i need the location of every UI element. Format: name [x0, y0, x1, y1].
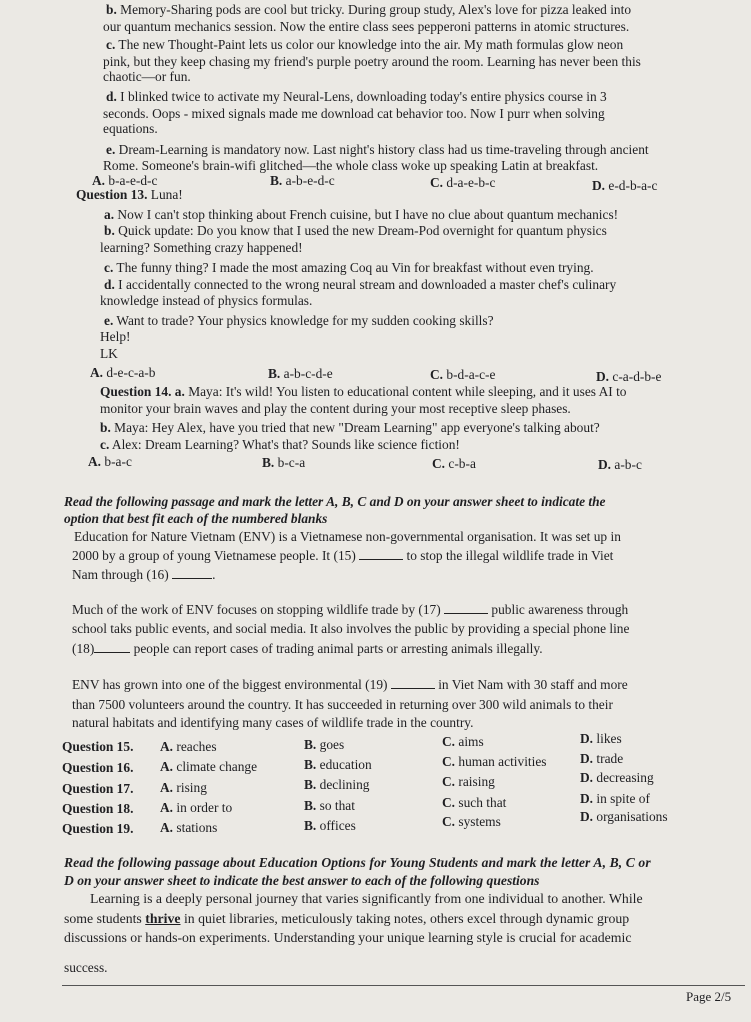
q12-item-c-line3: chaotic—or fun.: [103, 69, 191, 84]
q13-signature: LK: [100, 346, 118, 361]
thrive-underlined-word: thrive: [145, 911, 181, 926]
q19-option-b[interactable]: B. offices: [304, 818, 356, 833]
q13-heading: Question 13. Luna!: [76, 187, 183, 202]
cloze-p1-line2: 2000 by a group of young Vietnamese people. It (15) to stop the illegal wildlife trade in Viet: [72, 548, 614, 563]
q14-option-c[interactable]: C. c-b-a: [432, 456, 476, 471]
blank-16[interactable]: [172, 567, 212, 579]
reading-instruction-line2: D on your answer sheet to indicate the best answer to each of the following questions: [64, 873, 540, 888]
q12-item-c-line2: pink, but they keep chasing my friend's purple poetry around the room. Learning has never been this: [103, 54, 641, 69]
q12-item-e-line2: Rome. Someone's brain-wifi glitched—the whole class woke up speaking Latin at breakfast.: [103, 158, 599, 173]
q13-item-b-line1: b. Quick update: Do you know that I used the new Dream-Pod overnight for quantum physics: [104, 223, 607, 238]
page-number: Page 2/5: [686, 989, 732, 1004]
q13-item-c: c. The funny thing? I made the most amazing Coq au Vin for breakfast without even trying.: [104, 260, 594, 275]
q12-item-d-line3: equations.: [103, 121, 158, 136]
q19-option-a[interactable]: A. stations: [160, 820, 218, 835]
cloze-p2-line1: Much of the work of ENV focuses on stopping wildlife trade by (17) public awareness through: [72, 602, 629, 617]
q18-option-a[interactable]: A. in order to: [160, 800, 233, 815]
q18-option-c[interactable]: C. such that: [442, 795, 507, 810]
q15-option-b[interactable]: B. goes: [304, 737, 345, 752]
q12-option-a[interactable]: A. b-a-e-d-c: [92, 173, 158, 188]
reading-line4: success.: [64, 960, 108, 975]
q13-item-d-line2: knowledge instead of physics formulas.: [100, 293, 313, 308]
q14-item-a-line2: monitor your brain waves and play the content during your most receptive sleep phases.: [100, 401, 571, 416]
blank-19[interactable]: [391, 677, 435, 689]
q18-label: Question 18.: [62, 801, 134, 816]
q17-option-b[interactable]: B. declining: [304, 777, 370, 792]
q13-item-a: a. Now I can't stop thinking about French cuisine, but I have no clue about quantum mechanics!: [104, 207, 619, 222]
q19-label: Question 19.: [62, 821, 134, 836]
q14-item-b: b. Maya: Hey Alex, have you tried that new "Dream Learning" app everyone's talking about?: [100, 420, 600, 435]
reading-instruction-line1: Read the following passage about Education Options for Young Students and mark the letter A, B, C or: [64, 855, 651, 870]
q18-option-d[interactable]: D. in spite of: [580, 791, 650, 806]
q12-item-d-line1: d. I blinked twice to activate my Neural-Lens, downloading today's entire physics course in 3: [106, 89, 607, 104]
q13-item-e-line2: Help!: [100, 329, 131, 344]
q14-option-b[interactable]: B. b-c-a: [262, 455, 306, 470]
cloze-p3-line3: natural habitats and identifying many cases of wildlife trade in the country.: [72, 715, 474, 730]
cloze-p3-line2: than 7500 volunteers around the country. It has succeeded in returning over 300 wild animals to their: [72, 697, 613, 712]
q17-option-a[interactable]: A. rising: [160, 780, 207, 795]
q13-option-a[interactable]: A. d-e-c-a-b: [90, 365, 156, 380]
q12-option-c[interactable]: C. d-a-e-b-c: [430, 175, 496, 190]
reading-line3: discussions or hands-on experiments. Understanding your unique learning style is crucial for academic: [64, 930, 632, 945]
q16-option-b[interactable]: B. education: [304, 757, 372, 772]
q13-item-e-line1: e. Want to trade? Your physics knowledge for my sudden cooking skills?: [104, 313, 494, 328]
cloze-p3-line1: ENV has grown into one of the biggest environmental (19) in Viet Nam with 30 staff and more: [72, 677, 628, 692]
reading-line2: some students thrive in quiet libraries, meticulously taking notes, others excel through dynamic group: [64, 911, 630, 926]
cloze-p1-line1: Education for Nature Vietnam (ENV) is a Vietnamese non-governmental organisation. It was set up in: [74, 529, 621, 544]
q14-option-d[interactable]: D. a-b-c: [598, 457, 642, 472]
q15-option-a[interactable]: A. reaches: [160, 739, 217, 754]
footer-divider: [62, 985, 745, 986]
q19-option-c[interactable]: C. systems: [442, 814, 501, 829]
q15-option-d[interactable]: D. likes: [580, 731, 622, 746]
q13-option-c[interactable]: C. b-d-a-c-e: [430, 367, 496, 382]
q16-option-c[interactable]: C. human activities: [442, 754, 547, 769]
q12-item-b-line2: our quantum mechanics session. Now the entire class sees pepperoni patterns in atomic structures.: [103, 19, 630, 34]
cloze-instruction-line2: option that best fit each of the numbered blanks: [64, 511, 328, 526]
q14-item-a-line1: Question 14. a. Maya: It's wild! You listen to educational content while sleeping, and it uses AI to: [100, 384, 627, 399]
blank-15[interactable]: [359, 548, 403, 560]
q17-label: Question 17.: [62, 781, 134, 796]
q12-item-e-line1: e. Dream-Learning is mandatory now. Last night's history class had us time-traveling through ancient: [106, 142, 649, 157]
cloze-p2-line3: (18) people can report cases of trading animal parts or arresting animals illegally.: [72, 641, 543, 656]
cloze-p1-line3: Nam through (16) .: [72, 567, 216, 582]
cloze-instruction-line1: Read the following passage and mark the letter A, B, C and D on your answer sheet to indicate the: [64, 494, 606, 509]
q16-label: Question 16.: [62, 760, 134, 775]
q15-label: Question 15.: [62, 739, 134, 754]
q13-option-b[interactable]: B. a-b-c-d-e: [268, 366, 333, 381]
q12-option-b[interactable]: B. a-b-e-d-c: [270, 173, 335, 188]
q13-item-d-line1: d. I accidentally connected to the wrong neural stream and downloaded a master chef's culinary: [104, 277, 617, 292]
q17-option-d[interactable]: D. decreasing: [580, 770, 654, 785]
q13-item-b-line2: learning? Something crazy happened!: [100, 240, 303, 255]
q16-option-a[interactable]: A. climate change: [160, 759, 258, 774]
cloze-p2-line2: school taks public events, and social media. It also involves the public by providing a special phone line: [72, 621, 630, 636]
q12-item-b-line1: b. Memory-Sharing pods are cool but tricky. During group study, Alex's love for pizza leaked into: [106, 2, 632, 17]
q19-option-d[interactable]: D. organisations: [580, 809, 668, 824]
q13-option-d[interactable]: D. c-a-d-b-e: [596, 369, 662, 384]
q14-option-a[interactable]: A. b-a-c: [88, 454, 132, 469]
q12-option-d[interactable]: D. e-d-b-a-c: [592, 178, 658, 193]
reading-line1: Learning is a deeply personal journey that varies significantly from one individual to another. While: [90, 891, 643, 906]
blank-17[interactable]: [444, 602, 488, 614]
q17-option-c[interactable]: C. raising: [442, 774, 495, 789]
q15-option-c[interactable]: C. aims: [442, 734, 484, 749]
q12-item-d-line2: seconds. Oops - mixed signals made me download cat behavior too. Now I purr when solving: [103, 106, 605, 121]
q18-option-b[interactable]: B. so that: [304, 798, 355, 813]
q16-option-d[interactable]: D. trade: [580, 751, 624, 766]
q12-item-c-line1: c. The new Thought-Paint lets us color our knowledge into the air. My math formulas glow neon: [106, 37, 624, 52]
q14-item-c: c. Alex: Dream Learning? What's that? Sounds like science fiction!: [100, 437, 460, 452]
blank-18[interactable]: [94, 641, 130, 653]
